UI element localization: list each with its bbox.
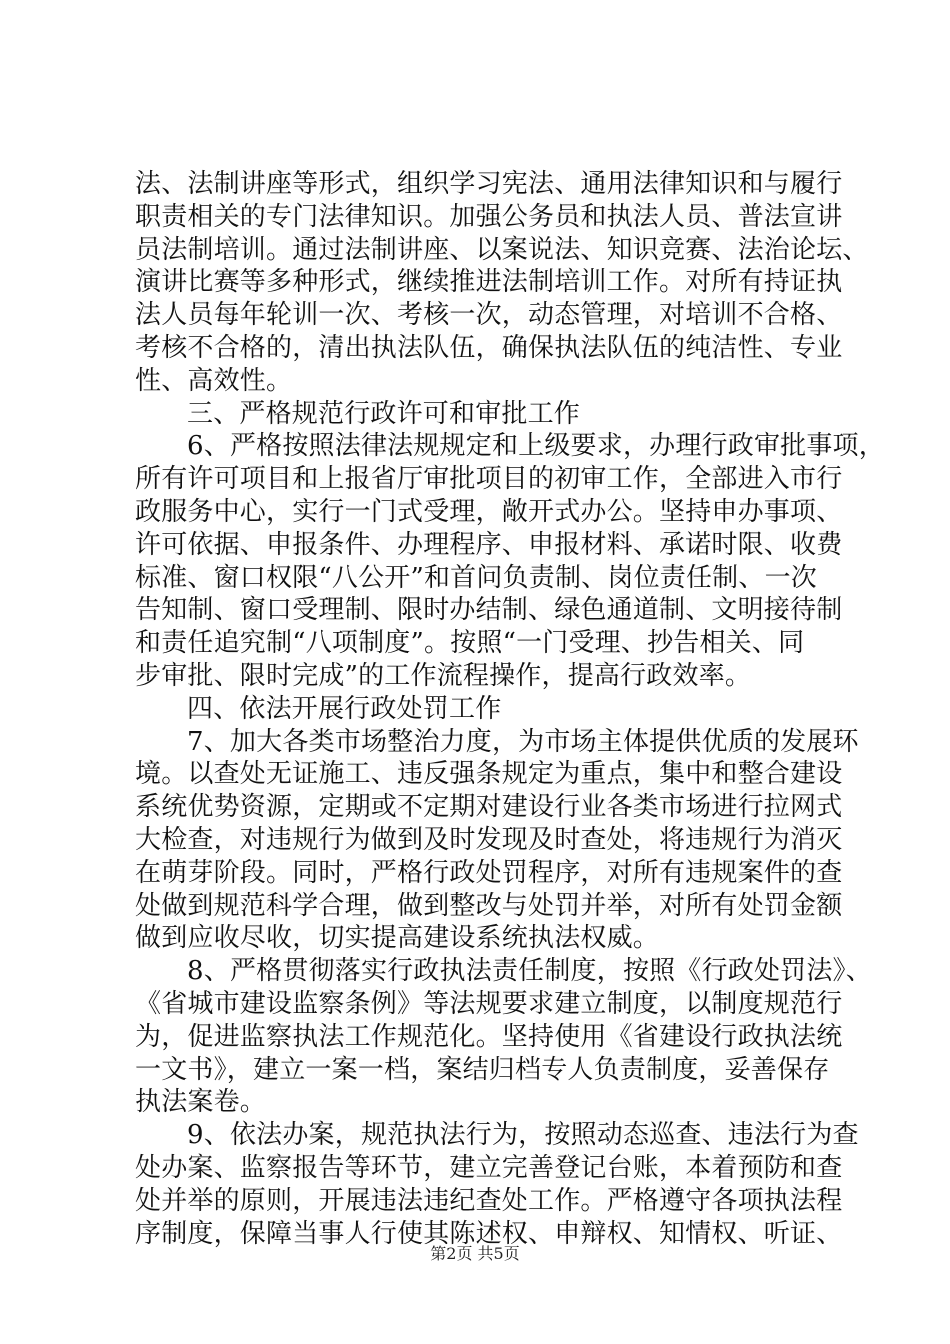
section-heading: 四、依法开展行政处罚工作 bbox=[187, 693, 502, 724]
text-line: 性、高效性。 bbox=[135, 365, 293, 396]
text-line: 法、法制讲座等形式，组织学习宪法、通用法律知识和与履行 bbox=[135, 169, 843, 199]
text-line: 标准、窗口权限“八公开”和首问负责制、岗位责任制、一次 bbox=[135, 562, 817, 593]
text-line: 一文书》，建立一案一档，案结归档专人负责制度，妥善保存 bbox=[135, 1054, 830, 1085]
text-line: 执法案卷。 bbox=[135, 1087, 267, 1118]
text-line: 序制度，保障当事人行使其陈述权、申辩权、知情权、听证、 bbox=[135, 1218, 843, 1249]
text-line: 处做到规范科学合理，做到整改与处罚并举，对所有处罚金额 bbox=[135, 890, 843, 921]
text-line: 演讲比赛等多种形式，继续推进法制培训工作。对所有持证执 bbox=[135, 267, 843, 298]
text-line: 做到应收尽收，切实提高建设系统执法权威。 bbox=[135, 923, 660, 954]
text-line: 在萌芽阶段。同时，严格行政处罚程序，对所有违规案件的查 bbox=[135, 857, 843, 888]
text-line: 处办案、监察报告等环节，建立完善登记台账，本着预防和查 bbox=[135, 1152, 843, 1183]
text-line: 政服务中心，实行一门式受理，敞开式办公。坚持申办事项、 bbox=[135, 496, 843, 527]
text-line: 境。以查处无证施工、违反强条规定为重点，集中和整合建设 bbox=[135, 759, 843, 790]
document-body bbox=[135, 168, 885, 1250]
text-line: 法人员每年轮训一次、考核一次，动态管理，对培训不合格、 bbox=[135, 300, 843, 331]
text-line: 7、加大各类市场整治力度，为市场主体提供优质的发展环 bbox=[187, 726, 859, 757]
text-line: 步审批、限时完成”的工作流程操作，提高行政效率。 bbox=[135, 660, 752, 691]
text-line: 9、依法办案，规范执法行为，按照动态巡查、违法行为查 bbox=[187, 1120, 859, 1151]
text-line: 8、严格贯彻落实行政执法责任制度，按照《行政处罚法》、 bbox=[187, 956, 872, 987]
text-line: 考核不合格的，清出执法队伍，确保执法队伍的纯洁性、专业 bbox=[135, 332, 843, 363]
text-line: 《省城市建设监察条例》等法规要求建立制度，以制度规范行 bbox=[135, 988, 843, 1019]
text-line: 员法制培训。通过法制讲座、以案说法、知识竞赛、法治论坛、 bbox=[135, 234, 869, 265]
page-number-label: 第2页 共5页 bbox=[430, 1244, 520, 1263]
text-line: 处并举的原则，开展违法违纪查处工作。严格遵守各项执法程 bbox=[135, 1185, 843, 1216]
text-line: 许可依据、申报条件、办理程序、申报材料、承诺时限、收费 bbox=[135, 529, 843, 560]
text-line: 告知制、窗口受理制、限时办结制、绿色通道制、文明接待制 bbox=[135, 595, 843, 626]
text-line: 6、严格按照法律法规规定和上级要求，办理行政审批事项， bbox=[187, 431, 885, 462]
text-line: 系统优势资源，定期或不定期对建设行业各类市场进行拉网式 bbox=[135, 792, 843, 823]
text-line: 所有许可项目和上报省厅审批项目的初审工作，全部进入市行 bbox=[135, 464, 843, 495]
text-line: 为，促进监察执法工作规范化。坚持使用《省建设行政执法统 bbox=[135, 1021, 843, 1052]
section-heading: 三、严格规范行政许可和审批工作 bbox=[187, 398, 581, 429]
text-line: 和责任追究制“八项制度”。按照“一门受理、抄告相关、同 bbox=[135, 628, 805, 659]
page-footer bbox=[0, 1244, 950, 1264]
text-line: 大检查，对违规行为做到及时发现及时查处，将违规行为消灭 bbox=[135, 824, 843, 855]
text-line: 职责相关的专门法律知识。加强公务员和执法人员、普法宣讲 bbox=[135, 201, 843, 232]
